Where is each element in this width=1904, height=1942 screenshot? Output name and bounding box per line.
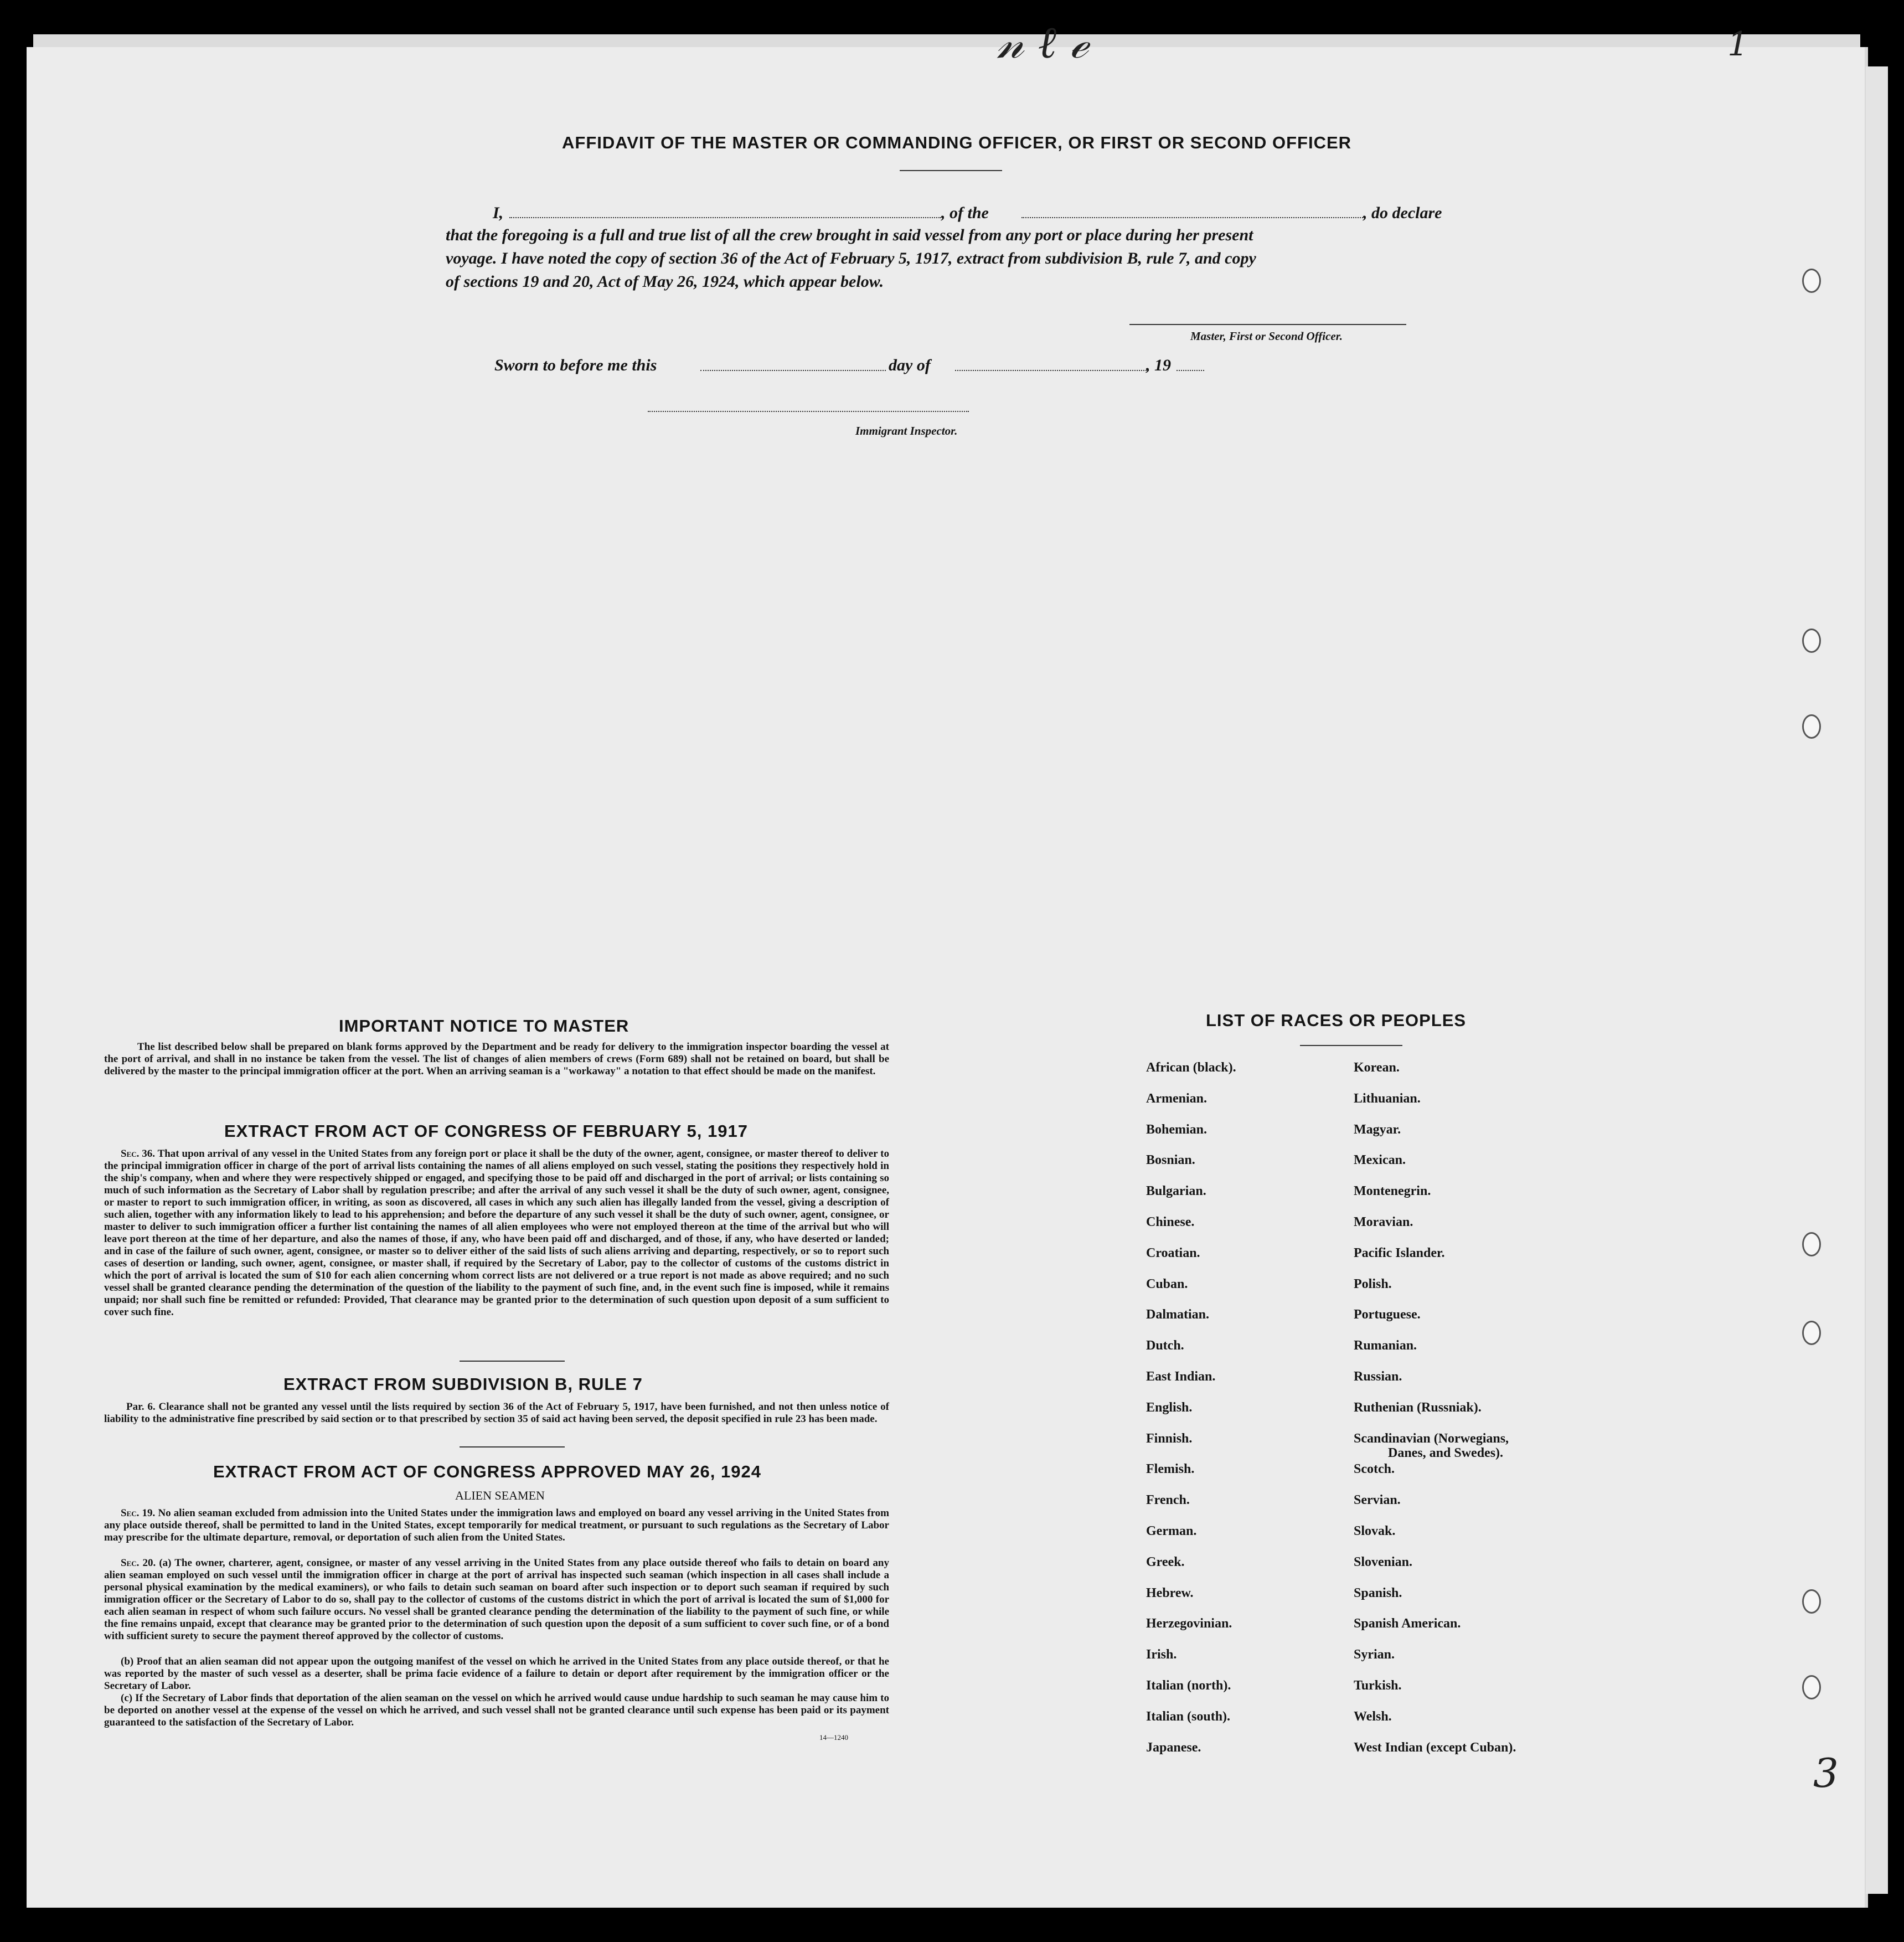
race-item: Flemish.: [1146, 1462, 1195, 1477]
race-item: Herzegovinian.: [1146, 1616, 1232, 1631]
sworn-year: , 19: [1146, 356, 1171, 374]
race-item: Russian.: [1354, 1369, 1402, 1384]
race-item: Portuguese.: [1354, 1307, 1421, 1322]
race-item: Spanish American.: [1354, 1616, 1461, 1631]
binder-hole: [1802, 269, 1821, 293]
sec-20-label: Sec. 20.: [121, 1557, 156, 1569]
race-item: Pacific Islander.: [1354, 1245, 1445, 1260]
sworn-day-blank: [700, 370, 886, 371]
handwritten-header-mark: 𝓃 ℓ ℯ: [997, 17, 1088, 68]
alien-seamen-subtitle: ALIEN SEAMEN: [455, 1488, 545, 1502]
race-item: Irish.: [1146, 1647, 1177, 1662]
sworn-prefix: Sworn to before me this: [494, 356, 657, 374]
race-item: Finnish.: [1146, 1431, 1193, 1446]
section-divider: [460, 1446, 565, 1448]
race-item: East Indian.: [1146, 1369, 1216, 1384]
right-page-edge: [1866, 66, 1888, 1894]
race-item: West Indian (except Cuban).: [1354, 1740, 1516, 1755]
race-item: Moravian.: [1354, 1215, 1413, 1229]
races-title-underline: [1300, 1045, 1402, 1046]
race-item: Dalmatian.: [1146, 1307, 1209, 1322]
binder-hole: [1802, 714, 1821, 739]
title-underline: [900, 170, 1002, 171]
sec-19-label: Sec. 19.: [121, 1507, 156, 1519]
name-blank: [509, 217, 941, 218]
race-item: Servian.: [1354, 1493, 1401, 1508]
sworn-year-blank: [1177, 370, 1204, 371]
race-item: Slovenian.: [1354, 1554, 1413, 1569]
race-item: Mexican.: [1354, 1153, 1406, 1168]
race-item: Bosnian.: [1146, 1153, 1195, 1168]
race-item: Croatian.: [1146, 1245, 1200, 1260]
extract-1917-body: [104, 1148, 889, 1318]
race-item: Rumanian.: [1354, 1338, 1417, 1353]
race-item: Spanish.: [1354, 1585, 1402, 1600]
binder-hole: [1802, 1232, 1821, 1256]
race-item: Dutch.: [1146, 1338, 1184, 1353]
form-number: 14—1240: [819, 1733, 848, 1742]
corner-mark: 1: [1727, 25, 1749, 64]
inspector-label: Immigrant Inspector.: [855, 424, 958, 437]
sec-19-paragraph: [104, 1507, 889, 1544]
notice-title: IMPORTANT NOTICE TO MASTER: [339, 1016, 629, 1036]
notice-text: The list described below shall be prepared on blank forms approved by the Department and be ready for delivery to the immigration inspector boarding the vessel at the port of arrival, and shall in no instance be taken from the vessel. The list of changes of alien members of crews (Form 689) shall not be retained on board, but shall be delivered by the master to the principal immigration officer at the port. When an arriving seaman is a "workaway" a notation to that effect should be made on the manifest.: [104, 1041, 889, 1077]
sec-36-label: Sec. 36.: [121, 1148, 156, 1160]
affidavit-of-the: , of the: [941, 204, 989, 222]
binder-hole: [1802, 1321, 1821, 1345]
races-title: LIST OF RACES OR PEOPLES: [1206, 1011, 1467, 1030]
race-item: German.: [1146, 1524, 1197, 1538]
affidavit-title: AFFIDAVIT OF THE MASTER OR COMMANDING OFFICER, OR FIRST OR SECOND OFFICER: [562, 133, 1352, 152]
sec-20b-paragraph: (b) Proof that an alien seaman did not appear upon the outgoing manifest of the vessel on which he arrived in the United States from any place outside thereof, or that he was reported by the master of such vessel as a deserter, shall be prima facie evidence of a failure to detain or deport after requirement by the immigration officer or the Secretary of Labor.: [104, 1656, 889, 1692]
vessel-blank: [1021, 217, 1365, 218]
extract-1917-title: EXTRACT FROM ACT OF CONGRESS OF FEBRUARY 5, 1917: [224, 1121, 748, 1141]
race-item: Bohemian.: [1146, 1122, 1208, 1137]
race-item: Danes, and Swedes).: [1388, 1445, 1504, 1460]
race-item: French.: [1146, 1493, 1190, 1508]
extract-1924-title: EXTRACT FROM ACT OF CONGRESS APPROVED MAY 26, 1924: [213, 1462, 761, 1481]
affidavit-line-2: that the foregoing is a full and true list of all the crew brought in said vessel from any port or place during her present: [446, 226, 1253, 244]
race-item: Welsh.: [1354, 1709, 1392, 1724]
race-item: Bulgarian.: [1146, 1184, 1206, 1199]
race-item: Scotch.: [1354, 1462, 1395, 1477]
race-item: Korean.: [1354, 1060, 1400, 1075]
inspector-signature-line: [648, 411, 969, 412]
race-item: Magyar.: [1354, 1122, 1401, 1137]
affidavit-line-4: of sections 19 and 20, Act of May 26, 1924, which appear below.: [446, 272, 884, 291]
race-item: Hebrew.: [1146, 1585, 1194, 1600]
sec-19-text: No alien seaman excluded from admission into the United States under the immigration laws and employed on board any vessel arriving in the United States from any place outside thereof, shall be permitted to land in the United States, except temporarily for medical treatment, or pursuant to such regulations as the Secretary of Labor may prescribe for the ultimate departure, removal, or deportation of such alien from the United States.: [104, 1507, 889, 1543]
race-item: Scandinavian (Norwegians,: [1354, 1431, 1509, 1446]
master-signature-line: [1129, 324, 1406, 325]
race-item: Italian (north).: [1146, 1678, 1231, 1693]
rule-7-title: EXTRACT FROM SUBDIVISION B, RULE 7: [283, 1374, 643, 1394]
rule-7-text: Par. 6. Clearance shall not be granted any vessel until the lists required by section 36 of the Act of February 5, 1917, have been furnished, and not then unless notice of liability to the administrative fine prescribed by said section or to that prescribed by section 35 of said act having been served, the deposit specified in rule 23 has been made.: [104, 1401, 889, 1425]
binder-hole: [1802, 1589, 1821, 1614]
race-item: Ruthenian (Russniak).: [1354, 1400, 1482, 1415]
sworn-month-blank: [955, 370, 1149, 371]
race-item: Greek.: [1146, 1554, 1185, 1569]
sec-20a-paragraph: [104, 1557, 889, 1642]
race-item: Turkish.: [1354, 1678, 1402, 1693]
race-item: Japanese.: [1146, 1740, 1201, 1755]
sec-20a-text: (a) The owner, charterer, agent, consignee, or master of any vessel arriving in the United States from any place outside thereof who fails to detain on board any alien seaman employed on such vessel until the immigration officer in charge at the port of arrival has inspected such seaman (which inspection in all cases shall include a personal physical examination by the medical examiners), or who fails to detain such seaman on board after such inspection or to deport such seaman if required by such immigration officer or the Secretary of Labor to do so, shall pay to the collector of customs of the customs district in which the port of arrival is located the sum of $1,000 for each alien seaman in respect of whom such failure occurs. No vessel shall be granted clearance pending the determination of the liability to the payment of such fine, or while the fine remains unpaid, except that clearance may be granted prior to the determination of such question upon the deposit of a sum sufficient to cover such fine, or of a bond with sufficient surety to secure the payment thereof approved by the collector of customs.: [104, 1557, 889, 1642]
sec-36-text: That upon arrival of any vessel in the United States from any foreign port or place it shall be the duty of the owner, agent, consignee, or master thereof to deliver to the principal immigration officer in charge of the port of arrival lists containing the names of all aliens employed on such vessel, stating the positions they respectively hold in the ship's company, when and where they were respectively shipped or engaged, and specifying those to be paid off and discharged in the port of arrival; or lists containing so much of such information as the Secretary of Labor shall by regulation prescribe; and after the arrival of any such vessel it shall be the duty of such owner, agent, consignee, or master to report to such immigration officer, in writing, as soon as discovered, all cases in which any such alien has illegally landed from the vessel, giving a description of such alien, together with any information likely to lead to his apprehension; and before the departure of any such vessel it shall be the duty of such owner, agent, consignee, or master to deliver to such immigration officer a further list containing the names of all alien employees who were not employed thereon at the time of the arrival but who will leave port thereon at the time of her departure, and also the names of those, if any, who have been paid off and discharged, and of those, if any, who have deserted or landed; and in case of the failure of such owner, agent, consignee, or master so to deliver either of the said lists of such aliens arriving and departing, respectively, or so to report such cases of desertion or landing, such owner, agent, consignee, or master shall, if required by the Secretary of Labor, pay to the collector of customs of the customs district in which the port of arrival is located the sum of $10 for each alien concerning whom correct lists are not delivered or a true report is not made as above required; and no such vessel shall be granted clearance pending the determination of the question of the liability to the payment of such fine, and, in the event such fine is imposed, while it remains unpaid; nor shall such fine be remitted or refunded: Provided, That clearance may be granted prior to the determination of such question upon deposit of a sum sufficient to cover such fine.: [104, 1148, 889, 1318]
sec-20c-paragraph: (c) If the Secretary of Labor finds that deportation of the alien seaman on the vessel on which he arrived would cause undue hardship to such seaman he may cause him to be deported on another vessel at the expense of the vessel on which he arrived, and such vessel shall not be granted clearance until such expense has been paid or its payment guaranteed to the satisfaction of the Secretary of Labor.: [104, 1692, 889, 1728]
affidavit-declare: , do declare: [1363, 204, 1442, 222]
race-item: African (black).: [1146, 1060, 1236, 1075]
affidavit-i: I,: [493, 204, 504, 222]
handwritten-page-number: 3: [1813, 1750, 1839, 1796]
race-item: Slovak.: [1354, 1524, 1396, 1538]
section-divider: [460, 1361, 565, 1362]
binder-hole: [1802, 629, 1821, 653]
race-item: Lithuanian.: [1354, 1091, 1421, 1106]
race-item: Cuban.: [1146, 1276, 1188, 1291]
affidavit-line-3: voyage. I have noted the copy of section 36 of the Act of February 5, 1917, extract from subdivision B, rule 7, and copy: [446, 249, 1256, 267]
race-item: English.: [1146, 1400, 1193, 1415]
sworn-day-of: day of: [889, 356, 931, 374]
master-signature-label: Master, First or Second Officer.: [1190, 329, 1343, 343]
race-item: Italian (south).: [1146, 1709, 1231, 1724]
race-item: Montenegrin.: [1354, 1184, 1431, 1199]
race-item: Chinese.: [1146, 1215, 1195, 1229]
race-item: Armenian.: [1146, 1091, 1207, 1106]
binder-hole: [1802, 1675, 1821, 1699]
race-item: Polish.: [1354, 1276, 1392, 1291]
race-item: Syrian.: [1354, 1647, 1395, 1662]
